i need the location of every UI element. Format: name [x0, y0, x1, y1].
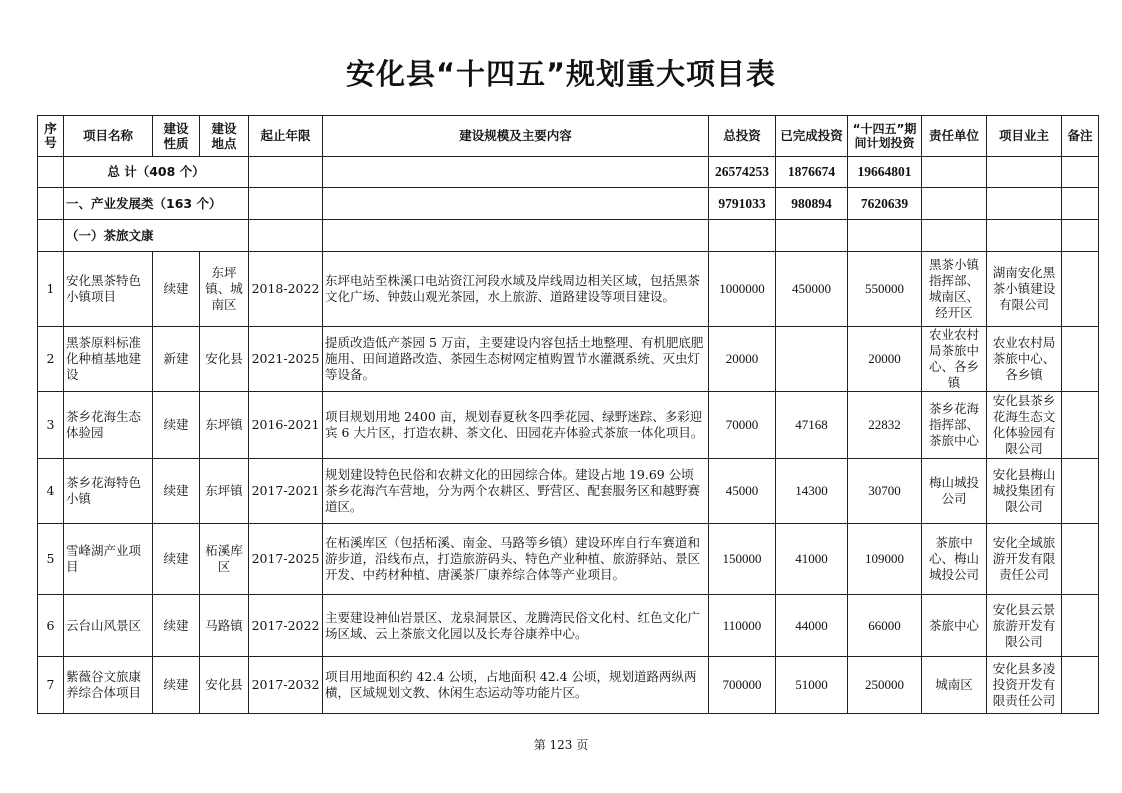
construction-type: 续建 [153, 252, 200, 327]
total-investment: 45000 [709, 459, 776, 524]
table-row [38, 252, 1099, 327]
responsible-unit: 梅山城投公司 [922, 459, 987, 524]
header-note: 备注 [1062, 116, 1099, 157]
category-row [38, 188, 1099, 220]
header-completed: 已完成投资 [776, 116, 848, 157]
table-row [38, 392, 1099, 459]
content: 在柘溪库区（包括柘溪、南金、马路等乡镇）建设环库自行车赛道和游步道，沿线布点，打造旅游码头、特色产业种植、旅游驿站、景区开发、中药材种植、唐溪茶厂康养综合体等产业项目。 [323, 524, 709, 595]
note [1062, 252, 1099, 327]
completed-investment: 14300 [776, 459, 848, 524]
project-name: 安化黑茶特色小镇项目 [64, 252, 153, 327]
period: 2017-2025 [249, 524, 323, 595]
table-row [38, 595, 1099, 657]
total-row [38, 157, 1099, 188]
responsible-unit: 茶旅中心 [922, 595, 987, 657]
period: 2017-2032 [249, 657, 323, 714]
header-name: 项目名称 [64, 116, 153, 157]
planned-investment: 66000 [848, 595, 922, 657]
row-number: 5 [38, 524, 64, 595]
subcategory-row [38, 220, 1099, 252]
project-name: 云台山风景区 [64, 595, 153, 657]
completed-investment: 51000 [776, 657, 848, 714]
project-owner: 安化县茶乡花海生态文化体验园有限公司 [987, 392, 1062, 459]
period: 2016-2021 [249, 392, 323, 459]
category-planned: 7620639 [848, 188, 922, 220]
content: 项目用地面积约 42.4 公顷，占地面积 42.4 公顷，规划道路两纵两横，区域规划文教、休闲生态运动等功能片区。 [323, 657, 709, 714]
planned-investment: 109000 [848, 524, 922, 595]
project-name: 紫薇谷文旅康养综合体项目 [64, 657, 153, 714]
project-owner: 安化全域旅游开发有限责任公司 [987, 524, 1062, 595]
project-table [37, 115, 1099, 714]
header-row [38, 116, 1099, 157]
header-location: 建设地点 [200, 116, 249, 157]
page-title: 安化县“十四五”规划重大项目表 [345, 57, 777, 91]
period: 2017-2022 [249, 595, 323, 657]
table-row [38, 459, 1099, 524]
total-investment: 20000 [709, 327, 776, 392]
total-investment: 1000000 [709, 252, 776, 327]
completed-investment: 41000 [776, 524, 848, 595]
category-completed: 980894 [776, 188, 848, 220]
planned-investment: 550000 [848, 252, 922, 327]
header-total: 总投资 [709, 116, 776, 157]
completed-investment [776, 327, 848, 392]
header-responsible: 责任单位 [922, 116, 987, 157]
planned-investment: 30700 [848, 459, 922, 524]
period: 2018-2022 [249, 252, 323, 327]
total-completed: 1876674 [776, 157, 848, 188]
project-name: 雪峰湖产业项目 [64, 524, 153, 595]
construction-location: 安化县 [200, 657, 249, 714]
responsible-unit: 茶旅中心、梅山城投公司 [922, 524, 987, 595]
construction-location: 东坪镇、城南区 [200, 252, 249, 327]
content: 东坪电站至株溪口电站资江河段水域及岸线周边相关区域，包括黑茶文化广场、钟鼓山观光茶园，水上旅游、道路建设等项目建设。 [323, 252, 709, 327]
completed-investment: 44000 [776, 595, 848, 657]
planned-investment: 250000 [848, 657, 922, 714]
total-investment: 70000 [709, 392, 776, 459]
category-total-investment: 9791033 [709, 188, 776, 220]
project-owner: 安化县云景旅游开发有限公司 [987, 595, 1062, 657]
construction-location: 安化县 [200, 327, 249, 392]
row-number: 1 [38, 252, 64, 327]
total-planned: 19664801 [848, 157, 922, 188]
project-name: 黑茶原料标准化种植基地建设 [64, 327, 153, 392]
project-owner: 湖南安化黑茶小镇建设有限公司 [987, 252, 1062, 327]
project-owner: 农业农村局茶旅中心、各乡镇 [987, 327, 1062, 392]
header-period: 起止年限 [249, 116, 323, 157]
construction-location: 东坪镇 [200, 459, 249, 524]
note [1062, 595, 1099, 657]
category-label: 一、产业发展类（163 个） [64, 188, 249, 220]
total-label: 总 计（408 个） [64, 157, 249, 188]
total-investment: 150000 [709, 524, 776, 595]
construction-location: 马路镇 [200, 595, 249, 657]
project-owner: 安化县梅山城投集团有限公司 [987, 459, 1062, 524]
content: 主要建设神仙岩景区、龙泉洞景区、龙腾湾民俗文化村、红色文化广场区域、云上茶旅文化园以及长寿谷康养中心。 [323, 595, 709, 657]
project-name: 茶乡花海特色小镇 [64, 459, 153, 524]
note [1062, 657, 1099, 714]
row-number: 4 [38, 459, 64, 524]
row-number: 3 [38, 392, 64, 459]
period: 2017-2021 [249, 459, 323, 524]
total-investment: 700000 [709, 657, 776, 714]
construction-type: 续建 [153, 524, 200, 595]
content: 项目规划用地 2400 亩，规划春夏秋冬四季花园、绿野迷踪、多彩迎宾 6 大片区，打造农耕、茶文化、田园花卉体验式茶旅一体化项目。 [323, 392, 709, 459]
construction-type: 续建 [153, 392, 200, 459]
table-row [38, 657, 1099, 714]
note [1062, 524, 1099, 595]
content: 规划建设特色民俗和农耕文化的田园综合体。建设占地 19.69 公顷茶乡花海汽车营地，分为两个农耕区、野营区、配套服务区和越野赛道区。 [323, 459, 709, 524]
construction-type: 新建 [153, 327, 200, 392]
note [1062, 327, 1099, 392]
row-number: 2 [38, 327, 64, 392]
construction-type: 续建 [153, 459, 200, 524]
project-owner: 安化县多凌投资开发有限责任公司 [987, 657, 1062, 714]
page-number: 第 123 页 [533, 738, 589, 752]
note [1062, 459, 1099, 524]
content: 提质改造低产茶园 5 万亩，主要建设内容包括土地整理、有机肥底肥施用、田间道路改造、茶园生态树网定植购置节水灌溉系统、灭虫灯等设备。 [323, 327, 709, 392]
header-content: 建设规模及主要内容 [323, 116, 709, 157]
construction-location: 柘溪库区 [200, 524, 249, 595]
table-row [38, 327, 1099, 392]
header-type: 建设性质 [153, 116, 200, 157]
construction-type: 续建 [153, 595, 200, 657]
header-owner: 项目业主 [987, 116, 1062, 157]
row-number: 7 [38, 657, 64, 714]
completed-investment: 47168 [776, 392, 848, 459]
construction-type: 续建 [153, 657, 200, 714]
completed-investment: 450000 [776, 252, 848, 327]
responsible-unit: 茶乡花海指挥部、茶旅中心 [922, 392, 987, 459]
header-no: 序号 [38, 116, 64, 157]
subcategory-label: （一）茶旅文康 [64, 220, 249, 252]
table-row [38, 524, 1099, 595]
period: 2021-2025 [249, 327, 323, 392]
responsible-unit: 黑茶小镇指挥部、城南区、经开区 [922, 252, 987, 327]
responsible-unit: 城南区 [922, 657, 987, 714]
header-planned: “十四五”期间计划投资 [848, 116, 922, 157]
construction-location: 东坪镇 [200, 392, 249, 459]
planned-investment: 20000 [848, 327, 922, 392]
row-number: 6 [38, 595, 64, 657]
note [1062, 392, 1099, 459]
total-investment: 110000 [709, 595, 776, 657]
planned-investment: 22832 [848, 392, 922, 459]
project-name: 茶乡花海生态体验园 [64, 392, 153, 459]
total-investment: 26574253 [709, 157, 776, 188]
responsible-unit: 农业农村局茶旅中心、各乡镇 [922, 327, 987, 392]
